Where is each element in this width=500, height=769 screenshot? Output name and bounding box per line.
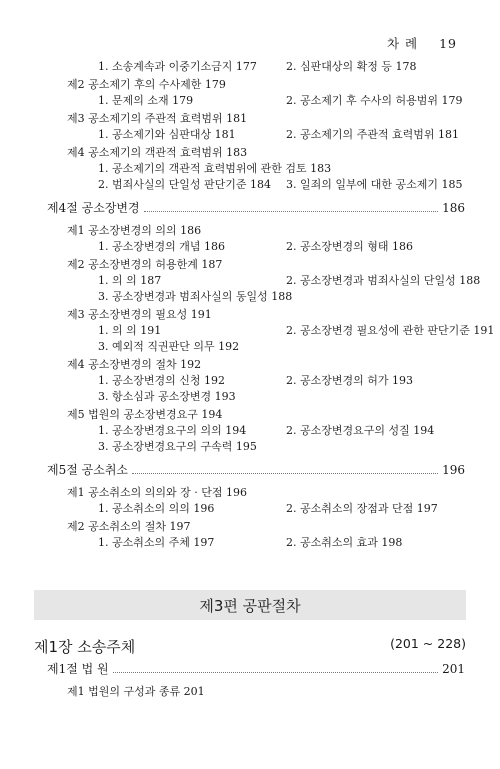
toc-entry: 3. 공소장변경요구의 구속력 195 [98,440,257,453]
toc-entry: 제1 공소장변경의 의의 186 [67,224,202,237]
toc-entry: 2. 공소장변경 필요성에 관한 판단기준 191 [286,324,495,337]
section-heading [47,199,465,216]
toc-entry: 2. 범죄사실의 단일성 판단기준 184 [98,178,271,191]
section-page: 201 [442,662,465,676]
toc-entry: 1. 공소제기의 객관적 효력범위에 관한 검토 183 [98,162,332,175]
toc-entry: 3. 예외적 직권판단 의무 192 [98,340,240,353]
toc-entry: 제5 법원의 공소장변경요구 194 [67,408,223,421]
chapter-page-range: (201 ~ 228) [390,636,466,651]
toc-entry: 제1 공소취소의 의의와 장 · 단점 196 [67,486,247,499]
section-heading [47,461,465,478]
toc-entry: 1. 공소장변경의 신청 192 [98,374,225,387]
dot-leader [113,672,438,673]
page-number: 19 [439,36,457,51]
toc-entry: 1. 소송계속과 이중기소금지 177 [98,60,257,73]
toc-entry: 2. 공소제기 후 수사의 허용범위 179 [286,94,463,107]
toc-entry: 2. 공소제기의 주관적 효력범위 181 [286,128,459,141]
chapter-title: 제1장 소송주체 [34,638,136,656]
toc-entry: 3. 일죄의 일부에 대한 공소제기 185 [286,178,463,191]
dot-leader [132,473,438,474]
toc-entry: 1. 문제의 소재 179 [98,94,194,107]
toc-entry: 2. 공소장변경과 범죄사실의 단일성 188 [286,274,481,287]
chapter-heading [34,636,466,657]
toc-entry: 3. 항소심과 공소장변경 193 [98,390,236,403]
toc-entry: 제2 공소장변경의 허용한계 187 [67,258,223,271]
toc-entry: 제1 법원의 구성과 종류 201 [67,685,205,698]
section-page: 186 [442,201,465,215]
toc-entry: 제2 공소제기 후의 수사제한 179 [67,78,226,91]
toc-entry: 3. 공소장변경과 범죄사실의 동일성 188 [98,290,293,303]
toc-entry: 1. 공소취소의 의의 196 [98,502,215,515]
toc-entry: 2. 공소장변경요구의 성질 194 [286,424,435,437]
toc-entry: 제3 공소제기의 주관적 효력범위 181 [67,112,248,125]
toc-entry: 2. 공소장변경의 허가 193 [286,374,413,387]
section-title: 제4절 공소장변경 [47,201,140,215]
toc-entry: 1. 의 의 191 [98,324,162,337]
section-page: 196 [442,463,465,477]
toc-entry: 1. 공소장변경의 개념 186 [98,240,225,253]
toc-entry: 2. 공소취소의 장점과 단점 197 [286,502,438,515]
page-header [387,34,457,52]
section-heading [47,660,465,677]
toc-entry: 제3 공소장변경의 필요성 191 [67,308,212,321]
toc-entry: 1. 공소제기와 심판대상 181 [98,128,236,141]
part-heading [34,590,466,620]
toc-entry: 제2 공소취소의 절차 197 [67,520,191,533]
toc-entry: 1. 공소장변경요구의 의의 194 [98,424,247,437]
toc-entry: 2. 공소장변경의 형태 186 [286,240,413,253]
toc-entry: 2. 심판대상의 확정 등 178 [286,60,417,73]
section-title: 제1절 법 원 [47,662,109,676]
section-title: 제5절 공소취소 [47,463,129,477]
dot-leader [144,211,438,212]
header-title: 차 례 [386,36,419,51]
toc-entry: 제4 공소장변경의 절차 192 [67,358,202,371]
toc-entry: 제4 공소제기의 객관적 효력범위 183 [67,146,248,159]
part-title: 제3편 공판절차 [199,596,301,615]
toc-entry: 2. 공소취소의 효과 198 [286,536,403,549]
toc-entry: 1. 공소취소의 주체 197 [98,536,215,549]
toc-entry: 1. 의 의 187 [98,274,162,287]
